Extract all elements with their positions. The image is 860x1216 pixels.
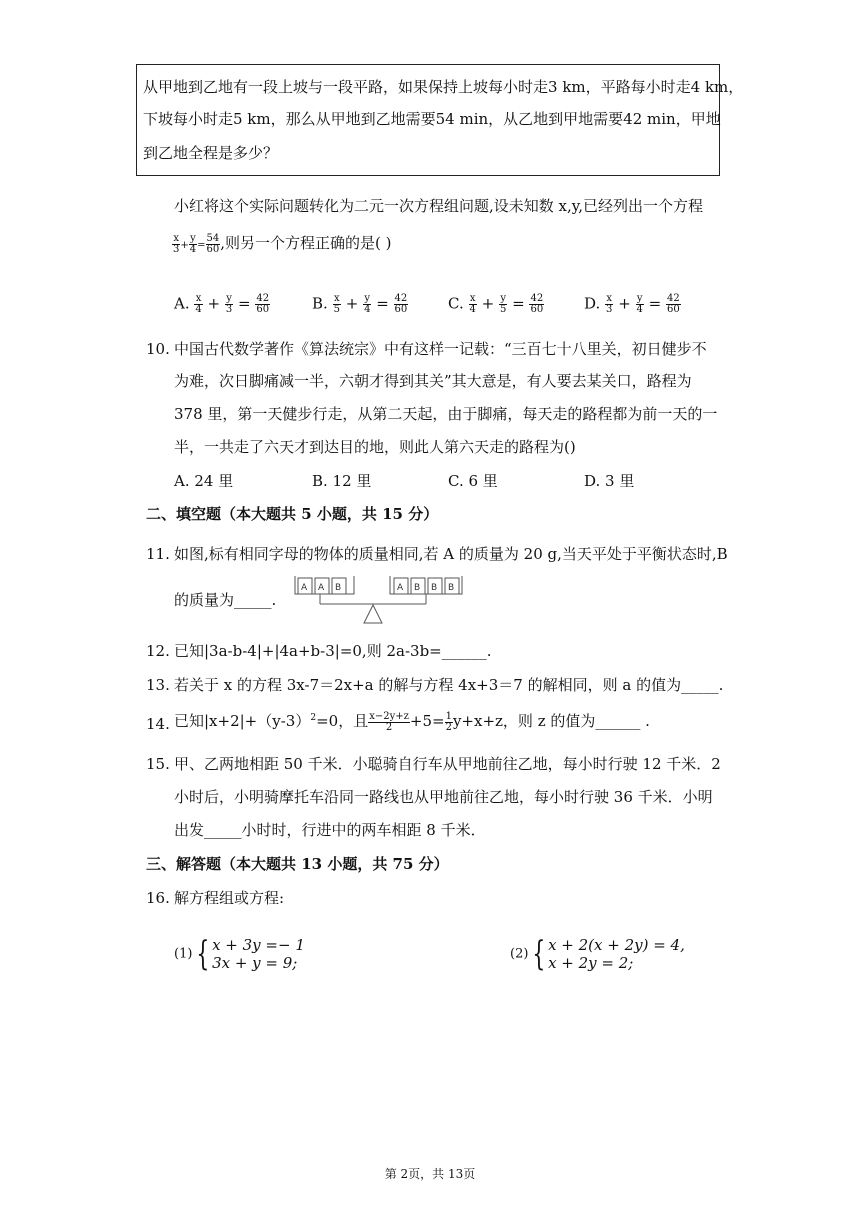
q11-line-2: 的质量为_____. — [174, 591, 277, 609]
page-footer: 第 2页，共 13页 — [384, 1167, 476, 1181]
q10-line-4: 半，一共走了六天才到达目的地，则此人第六天走的路程为() — [174, 438, 576, 456]
q9-option-d[interactable]: D. $\frac{x}{3}$ + $\frac{y}{4}$ = $\frac{42}{60}$ — [584, 293, 680, 315]
q13-text: 若关于 x 的方程 3x-7＝2x+a 的解与方程 4x+3＝7 的解相同，则 a 的值为_____. — [174, 676, 724, 694]
q14-text: 已知$|x+2|+(y-3)^2=0$，且 $\frac{x-2y+z}{2}$ +5= $\frac{1}{2}$ y+x+z，则 z 的值为______ . — [174, 710, 650, 733]
right-box-2: B — [414, 583, 421, 593]
q10-option-c[interactable]: C. 6 里 — [448, 472, 498, 490]
q10-line-1: 中国古代数学著作《算法统宗》中有这样一记载：“三百七十八里关，初日健步不 — [174, 340, 707, 358]
q15-line-1: 甲、乙两地相距 50 千米．小聪骑自行车从甲地前往乙地，每小时行驶 12 千米．2 — [174, 755, 721, 773]
q10-number: 10. — [146, 340, 170, 358]
q9-given-equation: $\frac{x}{3}$ + $\frac{y}{4}$ = $\frac{54}{60}$ ,则另一个方程正确的是( ) — [173, 232, 392, 255]
q9-option-c[interactable]: C. $\frac{x}{4}$ + $\frac{y}{5}$ = $\frac{42}{60}$ — [448, 293, 544, 315]
q9-intro: 小红将这个实际问题转化为二元一次方程组问题,设未知数 x,y,已经列出一个方程 — [174, 197, 704, 215]
balance-scale-figure — [294, 574, 470, 626]
q16-number: 16. — [146, 889, 170, 907]
q16-system-1: (1) { x + 3y =− 1 3x + y = 9; — [174, 934, 305, 974]
q15-line-3: 出发_____小时时，行进中的两车相距 8 千米． — [174, 821, 486, 839]
section-3-heading: 三、解答题（本大题共 13 小题，共 75 分） — [146, 855, 449, 873]
q13-number: 13. — [146, 676, 170, 694]
q9-tail: ,则另一个方程正确的是( ) — [220, 234, 392, 252]
problem-box — [136, 64, 744, 176]
q10-option-a[interactable]: A. 24 里 — [174, 472, 234, 490]
q14-number: 14. — [146, 715, 170, 733]
left-box-1: A — [301, 583, 308, 593]
left-box-2: A — [318, 583, 325, 593]
q15-line-2: 小时后，小明骑摩托车沿同一路线也从甲地前往乙地，每小时行驶 36 千米．小明 — [174, 788, 713, 806]
box-line-1: 从甲地到乙地有一段上坡与一段平路，如果保持上坡每小时走3 km，平路每小时走4 km， — [143, 78, 744, 96]
q12-number: 12. — [146, 642, 170, 660]
q10-line-2: 为难，次日脚痛减一半，六朝才得到其关”其大意是，有人要去某关口，路程为 — [174, 372, 692, 390]
box-line-2: 下坡每小时走5 km，那么从甲地到乙地需要54 min，从乙地到甲地需要42 min，甲地 — [143, 110, 721, 128]
q10-option-d[interactable]: D. 3 里 — [584, 472, 635, 490]
left-box-3: B — [335, 583, 342, 593]
box-line-3: 到乙地全程是多少？ — [143, 144, 279, 162]
q9-option-b[interactable]: B. $\frac{x}{5}$ + $\frac{y}{4}$ = $\frac{42}{60}$ — [312, 293, 408, 315]
right-box-1: A — [397, 583, 404, 593]
q16-text: 解方程组或方程: — [174, 889, 285, 907]
q9-option-a[interactable]: A. $\frac{x}{4}$ + $\frac{y}{3}$ = $\frac{42}{60}$ — [174, 293, 270, 315]
q11-line-1: 如图,标有相同字母的物体的质量相同,若 A 的质量为 20 g,当天平处于平衡状态时,B — [174, 545, 728, 563]
right-box-4: B — [448, 583, 455, 593]
q10-option-b[interactable]: B. 12 里 — [312, 472, 372, 490]
q15-number: 15. — [146, 755, 170, 773]
q11-number: 11. — [146, 545, 170, 563]
q10-line-3: 378 里，第一天健步行走，从第二天起，由于脚痛，每天走的路程都为前一天的一 — [174, 405, 718, 423]
right-box-3: B — [431, 583, 438, 593]
section-2-heading: 二、填空题（本大题共 5 小题，共 15 分） — [146, 505, 439, 523]
q16-system-2: (2) { x + 2(x + 2y) = 4, x + 2y = 2; — [510, 934, 685, 974]
q12-text: 已知|3a-b-4|+|4a+b-3|=0,则 2a-3b=______. — [174, 642, 492, 660]
